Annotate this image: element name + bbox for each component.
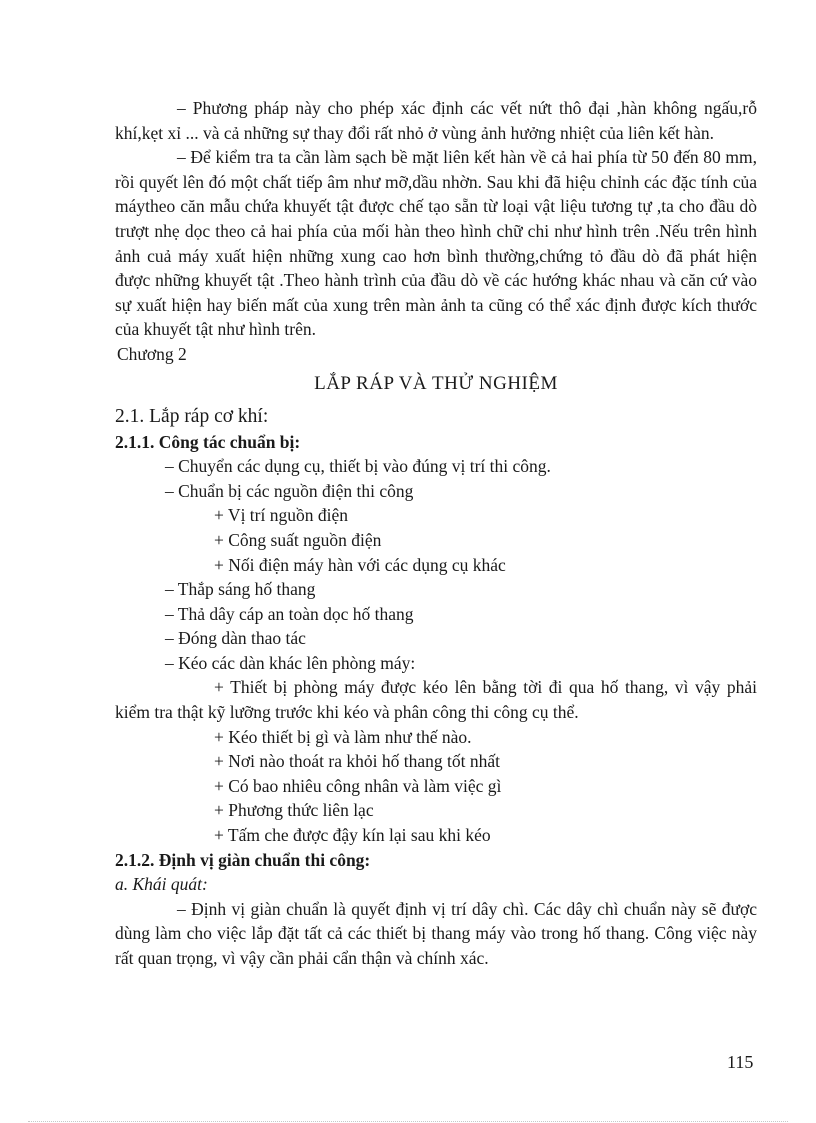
chapter-title: LẮP RÁP VÀ THỬ NGHIỆM xyxy=(314,372,558,394)
paragraph-method-description: – Phương pháp này cho phép xác định các vết nứt thô đại ,hàn không ngấu,rỗ khí,kẹt xỉ ... và cả những sự thay đổi rất nhỏ ở vùng ảnh hưởng nhiệt của liên kết hàn. xyxy=(115,98,757,143)
sub-list-item: + Phương thức liên lạc xyxy=(214,800,374,821)
sub-list-item: + Công suất nguồn điện xyxy=(214,529,382,550)
list-item: – Thả dây cáp an toàn dọc hố thang xyxy=(165,603,414,624)
list-item: – Chuyển các dụng cụ, thiết bị vào đúng vị trí thi công. xyxy=(165,456,551,477)
sub-list-item: + Nối điện máy hàn với các dụng cụ khác xyxy=(214,554,506,575)
section-heading-2-1: 2.1. Lắp ráp cơ khí: xyxy=(115,405,269,427)
subsection-heading-2-1-2: 2.1.2. Định vị giàn chuẩn thi công: xyxy=(115,849,371,870)
page-content xyxy=(115,96,757,971)
sub-list-item: + Có bao nhiêu công nhân và làm việc gì xyxy=(214,775,502,796)
list-item: – Kéo các dàn khác lên phòng máy: xyxy=(165,652,416,673)
lift-paragraph: + Thiết bị phòng máy được kéo lên bằng tời đi qua hố thang, vì vậy phải kiểm tra thật kỹ lưỡng trước khi kéo và phân công thi công cụ thể. xyxy=(115,677,757,723)
list-item: – Đóng dàn thao tác xyxy=(165,628,306,649)
footer-divider xyxy=(28,1121,788,1122)
paragraph-positioning: – Định vị giàn chuẩn là quyết định vị trí dây chì. Các dây chì chuẩn này sẽ được dùng làm cho việc lắp đặt tất cả các thiết bị thang máy vào trong hố thang. Công việc này rất quan trọng, vì vậy cần phải cẩn thận và chính xác. xyxy=(115,898,757,968)
sub-list-item: + Tấm che được đậy kín lại sau khi kéo xyxy=(214,825,491,846)
subsection-heading-2-1-1: 2.1.1. Công tác chuẩn bị: xyxy=(115,431,301,452)
sub-heading-a: a. Khái quát: xyxy=(115,874,208,895)
sub-list-item: + Kéo thiết bị gì và làm như thế nào. xyxy=(214,726,472,747)
list-item: – Thắp sáng hố thang xyxy=(165,579,316,600)
paragraph-inspection-procedure: – Để kiểm tra ta cần làm sạch bề mặt liên kết hàn về cả hai phía từ 50 đến 80 mm, rồi quyết lên đó một chất tiếp âm như mỡ,dầu nhờn. Sau khi đã hiệu chỉnh các đặc tính của máytheo căn mẫu chứa khuyết tật được chế tạo sẵn từ loại vật liệu tương tự ,ta cho đầu dò trượt nhẹ dọc theo cả hai phía của mối hàn theo hình chữ chi như hình trên .Nếu trên hình ảnh cuả máy xuất hiện những xung cao hơn bình thường,chứng tỏ đầu dò đã phát hiện được những khuyết tật .Theo hành trình của đầu dò về các hướng khác nhau và căn cứ vào sự xuất hiện hay biến mất của xung trên màn ảnh ta cũng có thể xác định được kích thước của khuyết tật như hình trên. xyxy=(115,147,757,340)
chapter-label: Chương 2 xyxy=(117,343,187,364)
page-number: 115 xyxy=(727,1052,754,1072)
list-item: – Chuẩn bị các nguồn điện thi công xyxy=(165,480,414,501)
sub-list-item: + Vị trí nguồn điện xyxy=(214,505,348,526)
sub-list-item: + Nơi nào thoát ra khỏi hố thang tốt nhất xyxy=(214,751,500,772)
